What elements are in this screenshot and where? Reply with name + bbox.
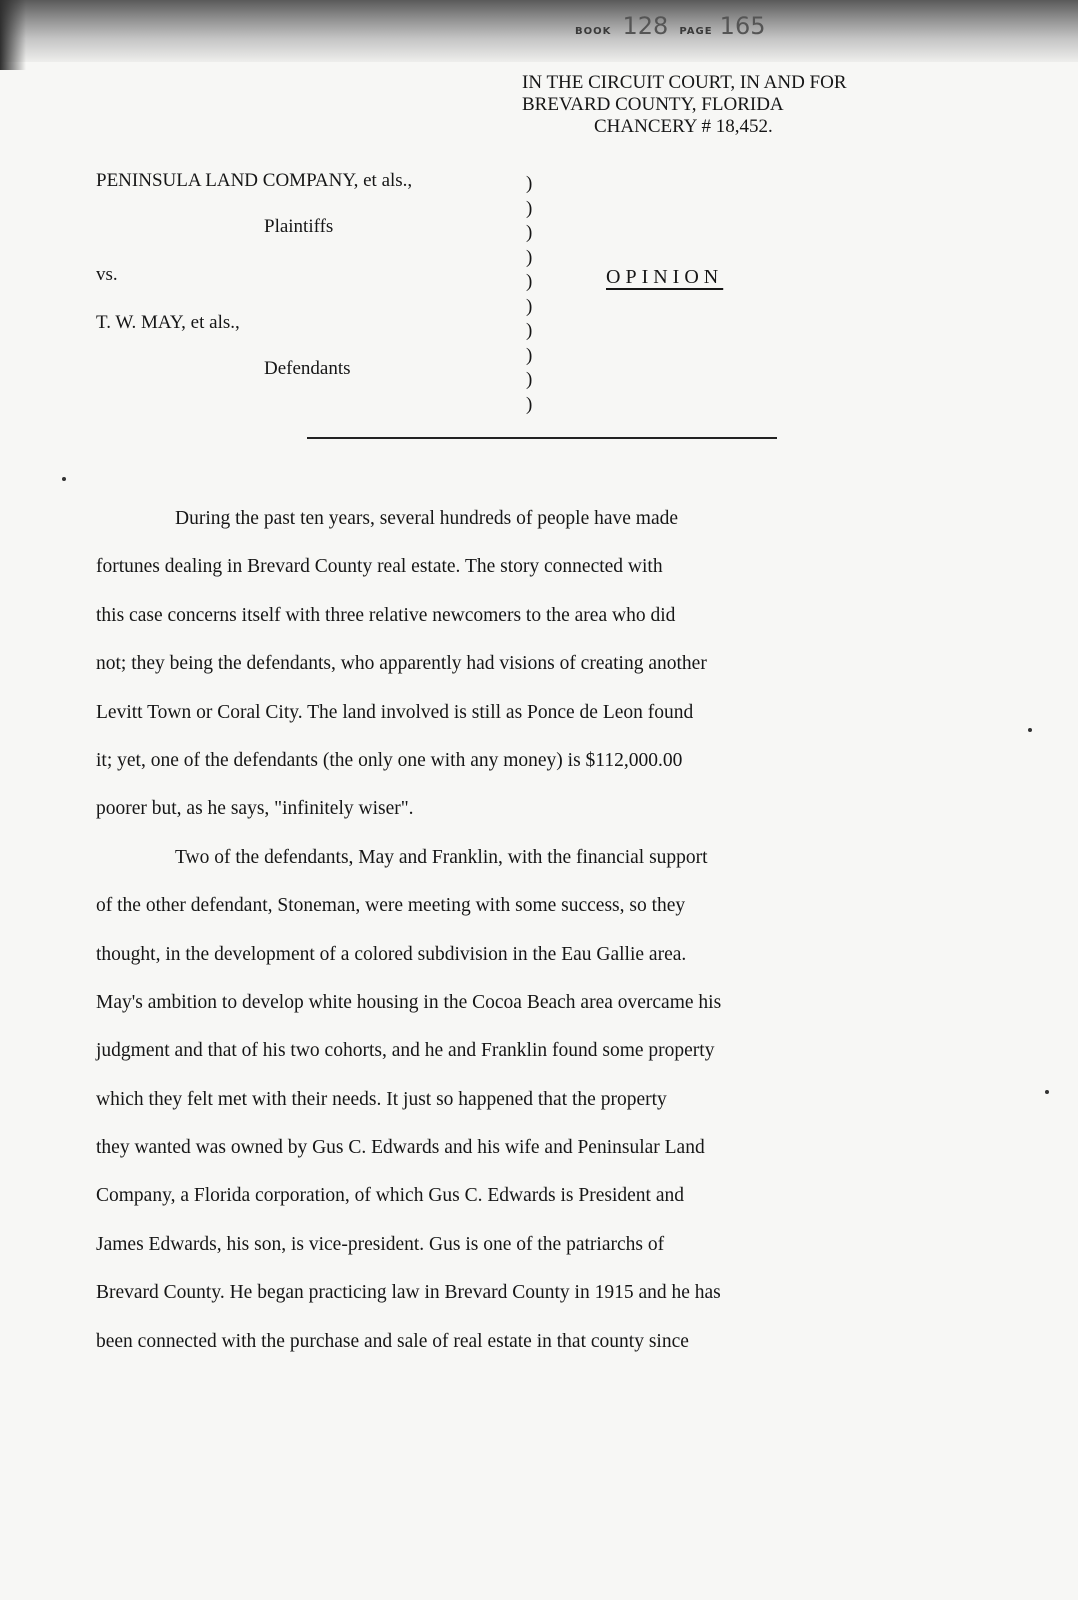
body-line: judgment and that of his two cohorts, and he and Franklin found some property — [96, 1040, 715, 1062]
body-line: not; they being the defendants, who apparently had visions of creating another — [96, 653, 707, 675]
versus-label: vs. — [96, 264, 118, 285]
scan-speck — [62, 477, 66, 481]
body-line: Company, a Florida corporation, of which Gus C. Edwards is President and — [96, 1185, 684, 1207]
body-line: been connected with the purchase and sale of real estate in that county since — [96, 1330, 689, 1352]
body-line: Brevard County. He began practicing law in Brevard County in 1915 and he has — [96, 1282, 721, 1304]
body-line: thought, in the development of a colored subdivision in the Eau Gallie area. — [96, 943, 687, 965]
body-line: James Edwards, his son, is vice-president. Gus is one of the patriarchs of — [96, 1233, 665, 1255]
book-number: 128 — [622, 12, 669, 40]
caption-bracket: ) ) ) ) ) ) ) ) ) ) — [526, 173, 533, 415]
scan-speck — [1028, 728, 1032, 732]
court-header-line-3: CHANCERY # 18,452. — [594, 116, 773, 137]
body-line: poorer but, as he says, "infinitely wiser". — [96, 798, 414, 820]
defendant-name: T. W. MAY, et als., — [96, 312, 240, 333]
body-line: this case concerns itself with three relative newcomers to the area who did — [96, 604, 676, 626]
plaintiff-role: Plaintiffs — [264, 216, 334, 237]
body-line: During the past ten years, several hundreds of people have made — [175, 508, 679, 529]
page-number: 165 — [719, 12, 766, 40]
court-header — [522, 72, 847, 138]
page-label: PAGE — [679, 26, 713, 37]
body-line: Levitt Town or Coral City. The land involved is still as Ponce de Leon found — [96, 701, 694, 723]
caption-rule — [307, 437, 777, 439]
body-line: which they felt met with their needs. It just so happened that the property — [96, 1088, 667, 1110]
court-header-line-1: IN THE CIRCUIT COURT, IN AND FOR — [522, 72, 847, 93]
plaintiff-name: PENINSULA LAND COMPANY, et als., — [96, 170, 413, 191]
document-title: OPINION — [606, 266, 724, 288]
body-line: it; yet, one of the defendants (the only one with any money) is $112,000.00 — [96, 749, 683, 771]
body-line: Two of the defendants, May and Franklin, with the financial support — [175, 846, 708, 868]
scan-shadow-band — [0, 0, 1078, 62]
body-line: of the other defendant, Stoneman, were meeting with some success, so they — [96, 895, 686, 917]
defendant-role: Defendants — [264, 358, 351, 379]
body-line: they wanted was owned by Gus C. Edwards and his wife and Peninsular Land — [96, 1137, 705, 1159]
body-line: May's ambition to develop white housing in the Cocoa Beach area overcame his — [96, 991, 722, 1013]
book-label: BOOK — [575, 26, 612, 37]
scan-corner-shadow — [0, 0, 26, 70]
body-line: fortunes dealing in Brevard County real estate. The story connected with — [96, 556, 663, 578]
scan-speck — [1045, 1090, 1049, 1094]
opinion-body — [96, 505, 956, 1376]
court-header-line-2: BREVARD COUNTY, FLORIDA — [522, 94, 784, 115]
book-page-stamp — [575, 12, 765, 40]
